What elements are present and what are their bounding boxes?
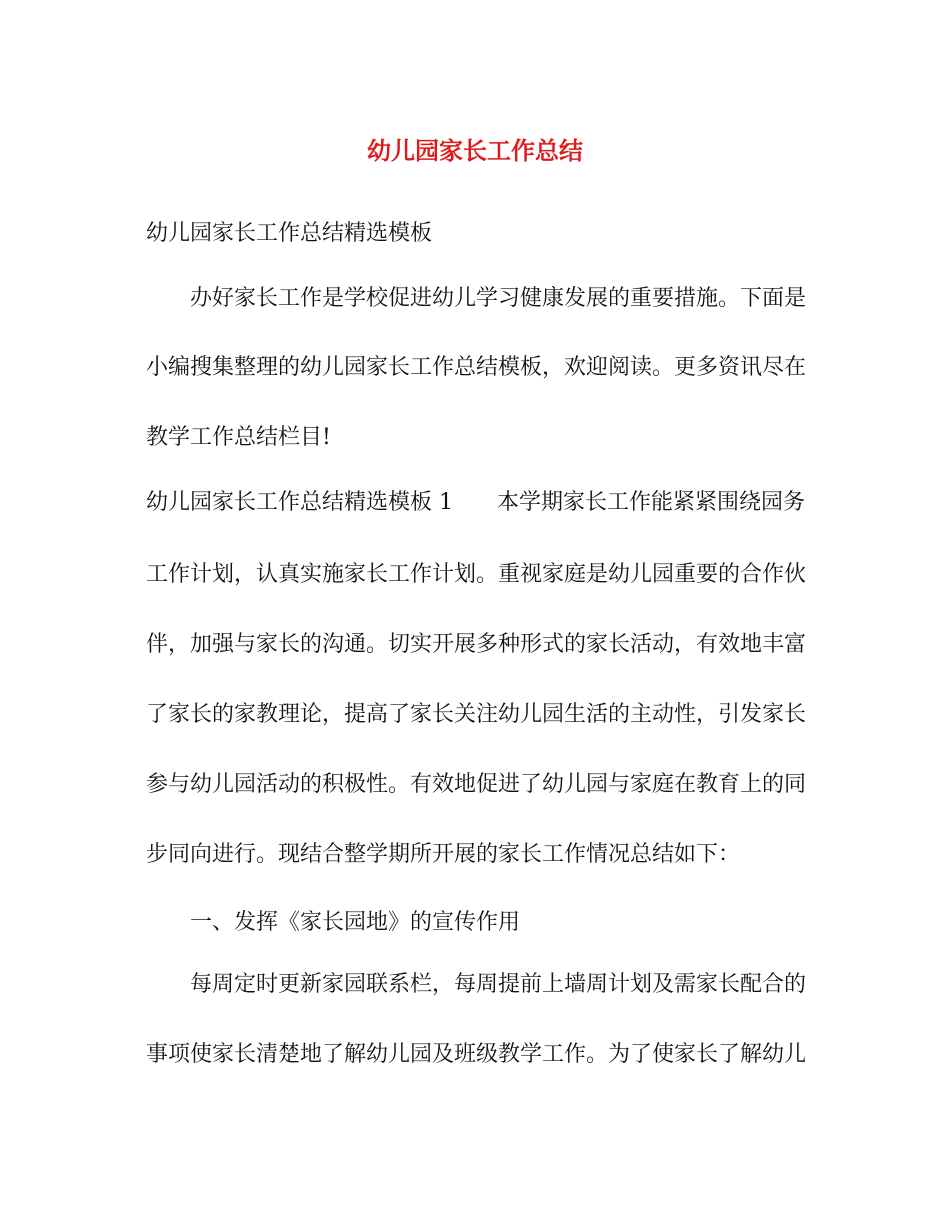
paragraph-line: 教学工作总结栏目! <box>146 425 331 450</box>
paragraph-line: 每周定时更新家园联系栏，每周提前上墙周计划及需家长配合的 <box>190 972 807 997</box>
paragraph-line: 小编搜集整理的幼儿园家长工作总结模板，欢迎阅读。更多资讯尽在 <box>146 355 807 380</box>
subtitle-line: 幼儿园家长工作总结精选模板 <box>146 221 433 246</box>
paragraph-line: 事项使家长清楚地了解幼儿园及班级教学工作。为了使家长了解幼儿 <box>146 1042 807 1067</box>
paragraph-line: 工作计划，认真实施家长工作计划。重视家庭是幼儿园重要的合作伙 <box>146 562 807 587</box>
paragraph-line: 步同向进行。现结合整学期所开展的家长工作情况总结如下： <box>146 842 741 867</box>
paragraph-line: 了家长的家教理论，提高了家长关注幼儿园生活的主动性，引发家长 <box>146 702 807 727</box>
paragraph-line: 伴，加强与家长的沟通。切实开展多种形式的家长活动，有效地丰富 <box>146 632 807 657</box>
paragraph-line: 参与幼儿园活动的积极性。有效地促进了幼儿园与家庭在教育上的同 <box>146 772 807 797</box>
section-heading: 一、发挥《家长园地》的宣传作用 <box>190 910 521 935</box>
paragraph-line: 办好家长工作是学校促进幼儿学习健康发展的重要措施。下面是 <box>190 286 807 311</box>
document-title: 幼儿园家长工作总结 <box>367 136 583 165</box>
paragraph-line: 幼儿园家长工作总结精选模板 1 本学期家长工作能紧紧围绕园务 <box>146 490 805 515</box>
